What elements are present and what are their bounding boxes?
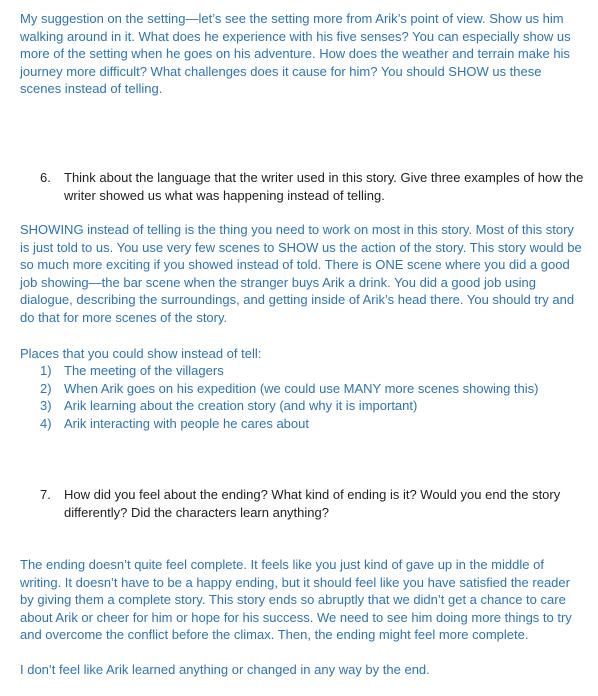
- question-6-text: Think about the language that the writer used in this story. Give three examples of how the writer showed us what was happening instead of telling.: [64, 170, 584, 203]
- setting-suggestion-paragraph: My suggestion on the setting—let’s see the setting more from Arik’s point of view. Show us him walking around in it. What does he experience with his five senses? You can especially show us more of the setting when he goes on his adventure. How does the weather and terrain make his journey more difficult? What challenges does it cause for him? You should SHOW us these scenes instead of telling.: [20, 11, 571, 96]
- question-6-number: 6.: [40, 170, 51, 185]
- places-heading: Places that you could show instead of tell:: [20, 346, 262, 361]
- list-item: 1) The meeting of the villagers: [40, 363, 224, 378]
- places-list: [40, 362, 585, 432]
- ending-feedback-paragraph: The ending doesn’t quite feel complete. It feels like you just kind of gave up in the middle of writing. It doesn’t have to be a happy ending, but it should feel like you have satisfied the reader by giving them a complete story. This story ends so abruptly that we didn’t get a chance to care about Arik or cheer for him or hope for his success. We need to see him doing more things to try and overcome the conflict before the climax. Then, the ending might feel more complete.: [20, 557, 572, 642]
- list-item: 3) Arik learning about the creation story (and why it is important): [40, 398, 418, 413]
- learning-feedback-paragraph: I don’t feel like Arik learned anything or changed in any way by the end.: [20, 662, 430, 677]
- question-7-number: 7.: [40, 487, 51, 502]
- list-item: 2) When Arik goes on his expedition (we could use MANY more scenes showing this): [40, 380, 539, 396]
- question-7-text: How did you feel about the ending? What kind of ending is it? Would you end the story differently? Did the characters learn anything?: [64, 487, 561, 520]
- question-7: [40, 486, 585, 521]
- question-6: [40, 169, 585, 204]
- showing-feedback-paragraph: SHOWING instead of telling is the thing you need to work on most in this story. Most of this story is just told to us. You use very few scenes to SHOW us the action of the story. This story would be so much more exciting if you showed instead of told. There is ONE scene where you did a good job showing—the bar scene when the stranger buys Arik a drink. You did a good job using dialogue, describing the surroundings, and getting inside of Arik’s head there. You should try and do that for more scenes of the story.: [20, 222, 582, 325]
- list-item: 4) Arik interacting with people he cares about: [40, 415, 309, 431]
